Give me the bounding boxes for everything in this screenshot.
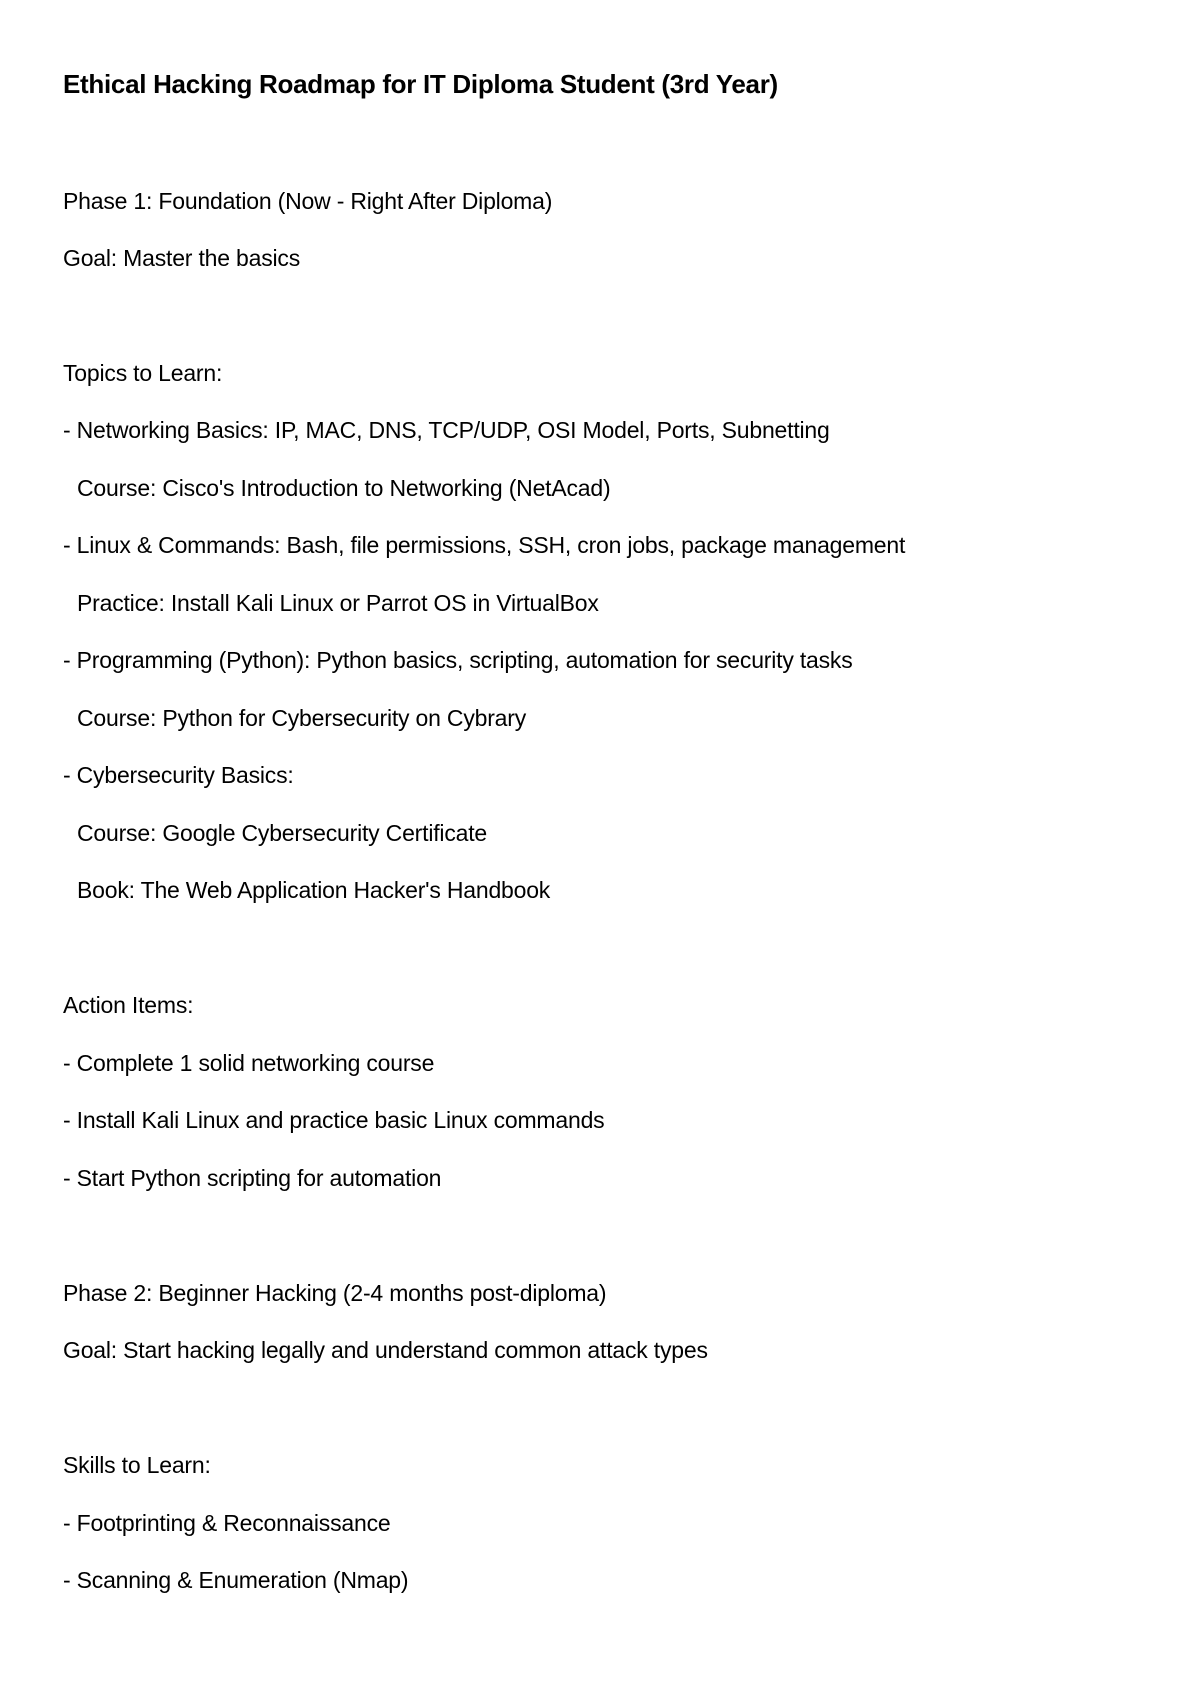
topic-networking: - Networking Basics: IP, MAC, DNS, TCP/UDP, OSI Model, Ports, Subnetting (63, 417, 830, 443)
topic-networking-course: Course: Cisco's Introduction to Networking (NetAcad) (77, 475, 611, 501)
actions-heading: Action Items: (63, 992, 194, 1018)
topic-programming-course: Course: Python for Cybersecurity on Cybrary (77, 705, 527, 731)
topic-cybersecurity-book: Book: The Web Application Hacker's Handbook (77, 877, 551, 903)
topic-cybersecurity: - Cybersecurity Basics: (63, 762, 294, 788)
action-item: - Install Kali Linux and practice basic Linux commands (63, 1107, 605, 1133)
topics-heading: Topics to Learn: (63, 360, 223, 386)
topic-linux-practice: Practice: Install Kali Linux or Parrot OS in VirtualBox (77, 590, 599, 616)
phase2-heading: Phase 2: Beginner Hacking (2-4 months post-diploma) (63, 1280, 607, 1306)
skill-item: - Scanning & Enumeration (Nmap) (63, 1567, 409, 1593)
document-title: Ethical Hacking Roadmap for IT Diploma Student (3rd Year) (63, 69, 778, 99)
action-item: - Start Python scripting for automation (63, 1165, 442, 1191)
topic-linux: - Linux & Commands: Bash, file permissions, SSH, cron jobs, package management (63, 532, 906, 558)
skill-item: - Footprinting & Reconnaissance (63, 1510, 391, 1536)
phase1-heading: Phase 1: Foundation (Now - Right After Diploma) (63, 188, 553, 214)
topic-programming: - Programming (Python): Python basics, scripting, automation for security tasks (63, 647, 853, 673)
phase2-goal: Goal: Start hacking legally and understand common attack types (63, 1337, 708, 1363)
skills-heading: Skills to Learn: (63, 1452, 211, 1478)
topic-cybersecurity-course: Course: Google Cybersecurity Certificate (77, 820, 487, 846)
phase1-goal: Goal: Master the basics (63, 245, 301, 271)
action-item: - Complete 1 solid networking course (63, 1050, 435, 1076)
